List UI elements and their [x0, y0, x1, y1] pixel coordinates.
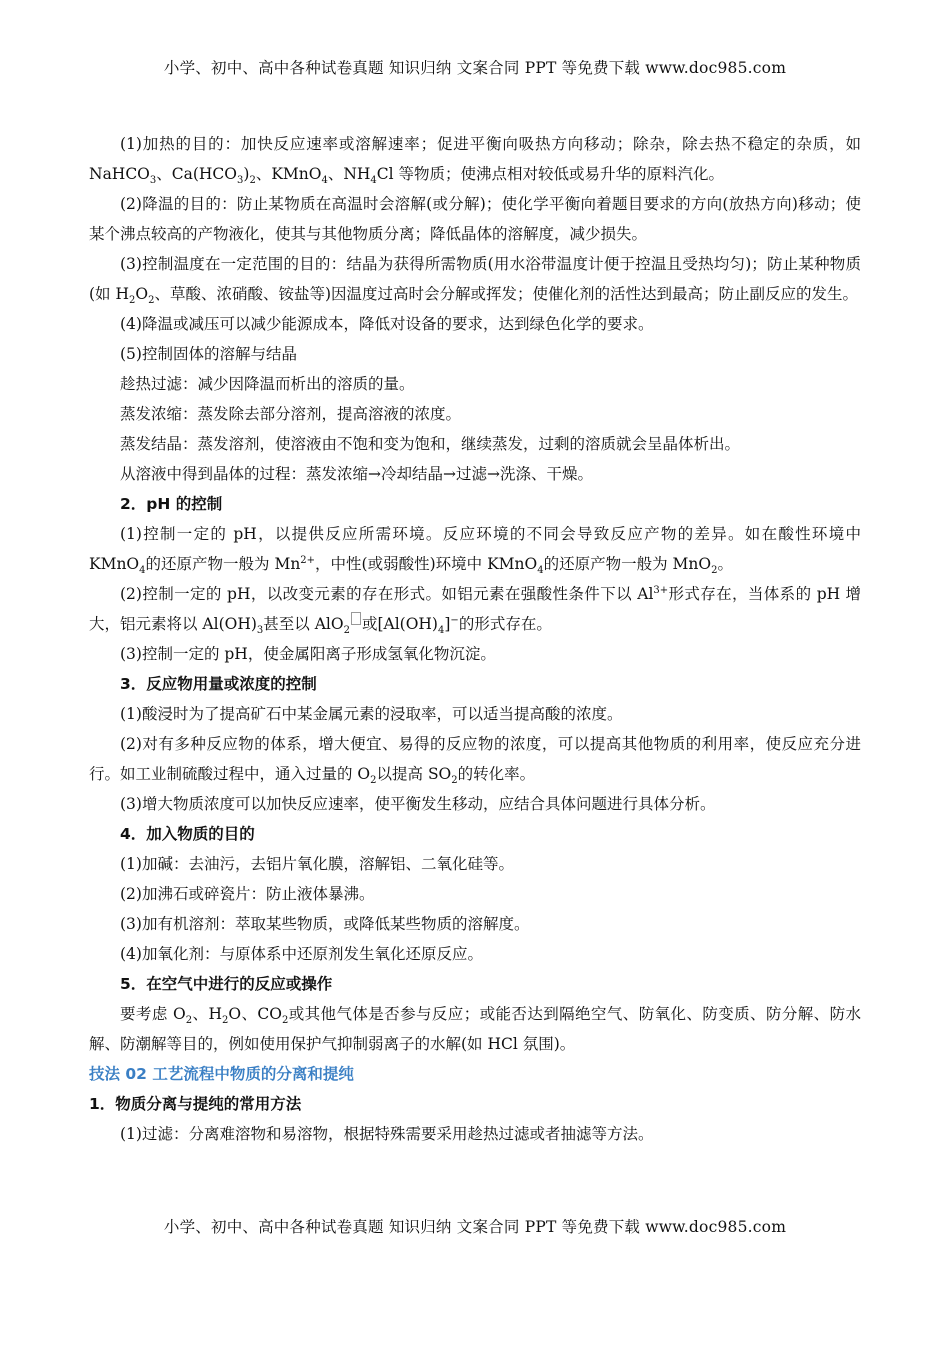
heading-air-operations: 5．在空气中进行的反应或操作 [120, 975, 333, 993]
document-body [89, 129, 861, 1149]
heading-separation-methods: 1．物质分离与提纯的常用方法 [89, 1095, 302, 1113]
paragraph-crystal-process: 从溶液中得到晶体的过程：蒸发浓缩→冷却结晶→过滤→洗涤、干燥。 [120, 465, 593, 483]
paragraph-acid-leaching: (1)酸浸时为了提高矿石中某金属元素的浸取率，可以适当提高酸的浓度。 [120, 705, 623, 723]
paragraph-cooling: (2)降温的目的：防止某物质在高温时会溶解(或分解)；使化学平衡向着题目要求的方向(放热方向)移动；使某个沸点较高的产物液化，使其与其他物质分离；降低晶体的溶解度，减少损失。 [89, 195, 861, 243]
heading-ph-control: 2．pH 的控制 [120, 495, 223, 513]
paragraph-add-oxidant: (4)加氧化剂：与原体系中还原剂发生氧化还原反应。 [120, 945, 483, 963]
heading-concentration-control: 3．反应物用量或浓度的控制 [120, 675, 317, 693]
paragraph-concentration-rate: (3)增大物质浓度可以加快反应速率，使平衡发生移动，应结合具体问题进行具体分析。 [120, 795, 716, 813]
paragraph-ph-environment: (1)控制一定的 pH，以提供反应所需环境。反应环境的不同会导致反应产物的差异。如在酸性环境中 KMnO$_4$的还原产物一般为 $Mn^{2+}$，中性(或弱酸性)环境中 KMnO$_4$的还原产物一般为 MnO$_2$。 [89, 525, 861, 577]
page-header: 小学、初中、高中各种试卷真题 知识归纳 文案合同 PPT 等免费下载 www.doc985.com [163, 59, 787, 77]
paragraph-add-base: (1)加碱：去油污，去铝片氧化膜，溶解铝、二氧化硅等。 [120, 855, 514, 873]
paragraph-ph-precipitation: (3)控制一定的 pH，使金属阳离子形成氢氧化物沉淀。 [120, 645, 496, 663]
paragraph-evaporation: 蒸发浓缩：蒸发除去部分溶剂，提高溶液的浓度。 [120, 405, 462, 423]
paragraph-add-boiling-chips: (2)加沸石或碎瓷片：防止液体暴沸。 [120, 885, 375, 903]
section-heading-separation: 技法 02 工艺流程中物质的分离和提纯 [89, 1065, 354, 1083]
paragraph-pressure: (4)降温或减压可以减少能源成本，降低对设备的要求，达到绿色化学的要求。 [120, 315, 654, 333]
paragraph-filtration: (1)过滤：分离难溶物和易溶物，根据特殊需要采用趁热过滤或者抽滤等方法。 [120, 1125, 654, 1143]
paragraph-add-organic-solvent: (3)加有机溶剂：萃取某些物质，或降低某些物质的溶解度。 [120, 915, 530, 933]
page-footer: 小学、初中、高中各种试卷真题 知识归纳 文案合同 PPT 等免费下载 www.doc985.com [163, 1218, 787, 1236]
paragraph-hot-filtration: 趁热过滤：减少因降温而析出的溶质的量。 [120, 375, 415, 393]
paragraph-crystallization: (5)控制固体的溶解与结晶 [120, 345, 297, 363]
heading-added-substances: 4．加入物质的目的 [120, 825, 255, 843]
placeholder-box-icon [351, 612, 361, 625]
paragraph-excess-reactant: (2)对有多种反应物的体系，增大便宜、易得的反应物的浓度，可以提高其他物质的利用率，使反应充分进行。如工业制硫酸过程中，通入过量的 $O_2$以提高 $SO_2$的转化率。 [89, 735, 861, 787]
paragraph-heating: (1)加热的目的：加快反应速率或溶解速率；促进平衡向吸热方向移动；除杂，除去热不稳定的杂质，如 NaHCO$_3$、$Ca(HCO_3)_2$、KMnO$_4$、$NH_4Cl$ 等物质；使沸点相对较低或易升华的原料汽化。 [89, 135, 861, 187]
paragraph-air-considerations: 要考虑 $O_2$、$H_2O$、$CO_2$或其他气体是否参与反应；或能否达到隔绝空气、防氧化、防变质、防分解、防水解、防潮解等目的，例如使用保护气抑制弱离子的水解(如 HCl 氛围)。 [89, 1005, 861, 1053]
paragraph-evaporative-crystallization: 蒸发结晶：蒸发溶剂，使溶液由不饱和变为饱和，继续蒸发，过剩的溶质就会呈晶体析出。 [120, 435, 741, 453]
paragraph-temperature-range: (3)控制温度在一定范围的目的：结晶为获得所需物质(用水浴带温度计便于控温且受热均匀)；防止某种物质(如 $H_2O_2$、草酸、浓硝酸、铵盐等)因温度过高时会分解或挥发；使催化剂的活性达到最高；防止副反应的发生。 [89, 255, 861, 307]
paragraph-ph-element-form: (2)控制一定的 pH，以改变元素的存在形式。如铝元素在强酸性条件下以 $Al^{3+}$形式存在，当体系的 pH 增大，铝元素将以 $Al(OH)_3$甚至以 AlO$_2$ 或$[Al(OH)_4]^-$的形式存在。 [89, 584, 861, 637]
